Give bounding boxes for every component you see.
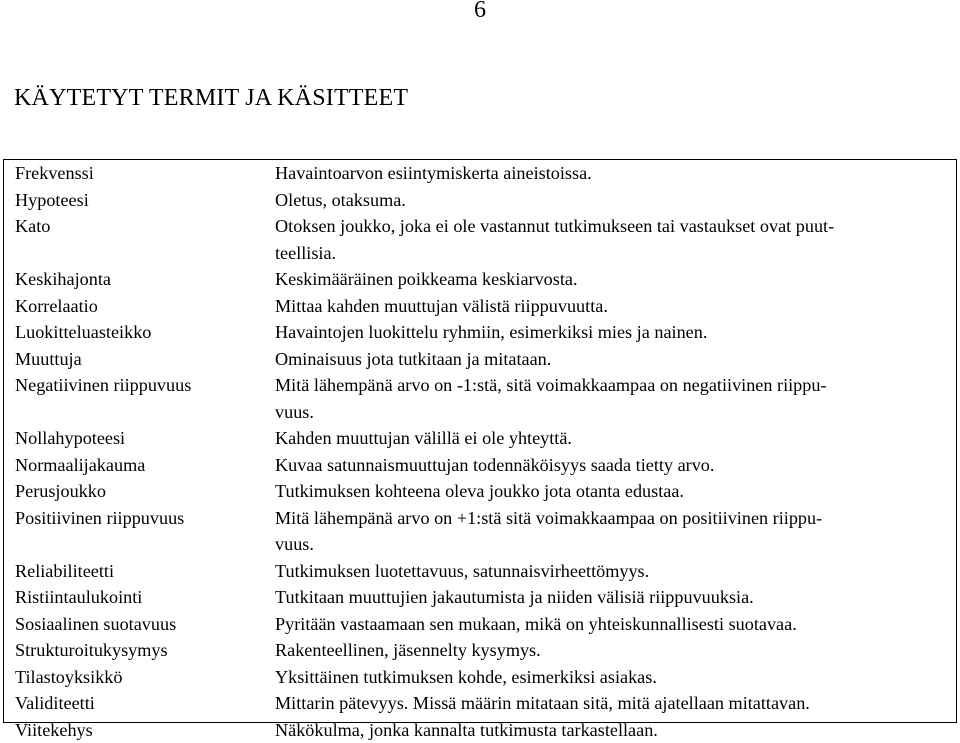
glossary-term: Keskihajonta bbox=[4, 266, 275, 293]
glossary-row bbox=[4, 690, 956, 717]
glossary-definition bbox=[275, 717, 956, 743]
glossary-definition bbox=[275, 558, 956, 585]
glossary-definition bbox=[275, 478, 956, 505]
glossary-definition bbox=[275, 293, 956, 320]
glossary-row bbox=[4, 637, 956, 664]
glossary-row bbox=[4, 505, 956, 558]
definition-line: Yksittäinen tutkimuksen kohde, esimerkiksi asiakas. bbox=[275, 664, 938, 691]
glossary-term: Strukturoitukysymys bbox=[4, 637, 275, 664]
glossary-definition bbox=[275, 346, 956, 373]
definition-line: Havaintojen luokittelu ryhmiin, esimerkiksi mies ja nainen. bbox=[275, 319, 938, 346]
glossary-definition bbox=[275, 187, 956, 214]
glossary-body bbox=[4, 160, 956, 743]
glossary-definition bbox=[275, 452, 956, 479]
glossary-term: Negatiivinen riippuvuus bbox=[4, 372, 275, 425]
glossary-term: Sosiaalinen suotavuus bbox=[4, 611, 275, 638]
glossary-definition bbox=[275, 690, 956, 717]
glossary-term: Muuttuja bbox=[4, 346, 275, 373]
glossary-definition bbox=[275, 213, 956, 266]
definition-line: Mittarin pätevyys. Missä määrin mitataan sitä, mitä ajatellaan mitattavan. bbox=[275, 690, 938, 717]
glossary-row bbox=[4, 213, 956, 266]
glossary-term: Viitekehys bbox=[4, 717, 275, 743]
definition-line: Pyritään vastaamaan sen mukaan, mikä on yhteiskunnallisesti suotavaa. bbox=[275, 611, 938, 638]
glossary-definition bbox=[275, 160, 956, 187]
glossary-table bbox=[4, 160, 956, 743]
glossary-term: Perusjoukko bbox=[4, 478, 275, 505]
definition-line: Mitä lähempänä arvo on +1:stä sitä voimakkaampaa on positiivinen riippu - bbox=[275, 505, 938, 532]
glossary-row bbox=[4, 558, 956, 585]
definition-line: Keskimääräinen poikkeama keskiarvosta. bbox=[275, 266, 938, 293]
definition-line: Otoksen joukko, joka ei ole vastannut tutkimukseen tai vastaukset ovat puut - bbox=[275, 213, 938, 240]
definition-line: teellisia. bbox=[275, 240, 938, 267]
glossary-row bbox=[4, 319, 956, 346]
glossary-row bbox=[4, 611, 956, 638]
definition-line: Tutkimuksen luotettavuus, satunnaisvirheettömyys. bbox=[275, 558, 938, 585]
glossary-box bbox=[3, 159, 957, 723]
glossary-definition bbox=[275, 664, 956, 691]
glossary-definition bbox=[275, 611, 956, 638]
glossary-term: Positiivinen riippuvuus bbox=[4, 505, 275, 558]
glossary-row bbox=[4, 372, 956, 425]
glossary-term: Nollahypoteesi bbox=[4, 425, 275, 452]
glossary-row bbox=[4, 187, 956, 214]
definition-line: Mittaa kahden muuttujan välistä riippuvuutta. bbox=[275, 293, 938, 320]
definition-line: Kuvaa satunnaismuuttujan todennäköisyys saada tietty arvo. bbox=[275, 452, 938, 479]
glossary-term: Luokitteluasteikko bbox=[4, 319, 275, 346]
glossary-term: Reliabiliteetti bbox=[4, 558, 275, 585]
glossary-definition bbox=[275, 505, 956, 558]
glossary-definition bbox=[275, 372, 956, 425]
glossary-row bbox=[4, 717, 956, 743]
definition-line: Kahden muuttujan välillä ei ole yhteyttä. bbox=[275, 425, 938, 452]
definition-line: Rakenteellinen, jäsennelty kysymys. bbox=[275, 637, 938, 664]
glossary-row bbox=[4, 346, 956, 373]
glossary-row bbox=[4, 452, 956, 479]
glossary-row bbox=[4, 478, 956, 505]
section-title: KÄYTETYT TERMIT JA KÄSITTEET bbox=[14, 84, 408, 112]
definition-line: Havaintoarvon esiintymiskerta aineistoissa. bbox=[275, 160, 938, 187]
glossary-term: Frekvenssi bbox=[4, 160, 275, 187]
definition-line: Ominaisuus jota tutkitaan ja mitataan. bbox=[275, 346, 938, 373]
glossary-row bbox=[4, 266, 956, 293]
definition-line: Oletus, otaksuma. bbox=[275, 187, 938, 214]
page-number: 6 bbox=[0, 0, 960, 24]
glossary-term: Tilastoyksikkö bbox=[4, 664, 275, 691]
glossary-term: Hypoteesi bbox=[4, 187, 275, 214]
glossary-row bbox=[4, 664, 956, 691]
glossary-term: Kato bbox=[4, 213, 275, 266]
glossary-term: Ristiintaulukointi bbox=[4, 584, 275, 611]
glossary-term: Normaalijakauma bbox=[4, 452, 275, 479]
glossary-definition bbox=[275, 266, 956, 293]
glossary-definition bbox=[275, 584, 956, 611]
glossary-row bbox=[4, 584, 956, 611]
glossary-row bbox=[4, 425, 956, 452]
glossary-row bbox=[4, 293, 956, 320]
definition-line: Näkökulma, jonka kannalta tutkimusta tarkastellaan. bbox=[275, 717, 938, 743]
glossary-definition bbox=[275, 425, 956, 452]
definition-line: Tutkimuksen kohteena oleva joukko jota otanta edustaa. bbox=[275, 478, 938, 505]
definition-line: Tutkitaan muuttujien jakautumista ja niiden välisiä riippuvuuksia. bbox=[275, 584, 938, 611]
definition-line: vuus. bbox=[275, 399, 938, 426]
glossary-term: Korrelaatio bbox=[4, 293, 275, 320]
glossary-definition bbox=[275, 637, 956, 664]
glossary-row bbox=[4, 160, 956, 187]
glossary-term: Validiteetti bbox=[4, 690, 275, 717]
definition-line: Mitä lähempänä arvo on -1:stä, sitä voimakkaampaa on negatiivinen riippu - bbox=[275, 372, 938, 399]
glossary-definition bbox=[275, 319, 956, 346]
definition-line: vuus. bbox=[275, 531, 938, 558]
